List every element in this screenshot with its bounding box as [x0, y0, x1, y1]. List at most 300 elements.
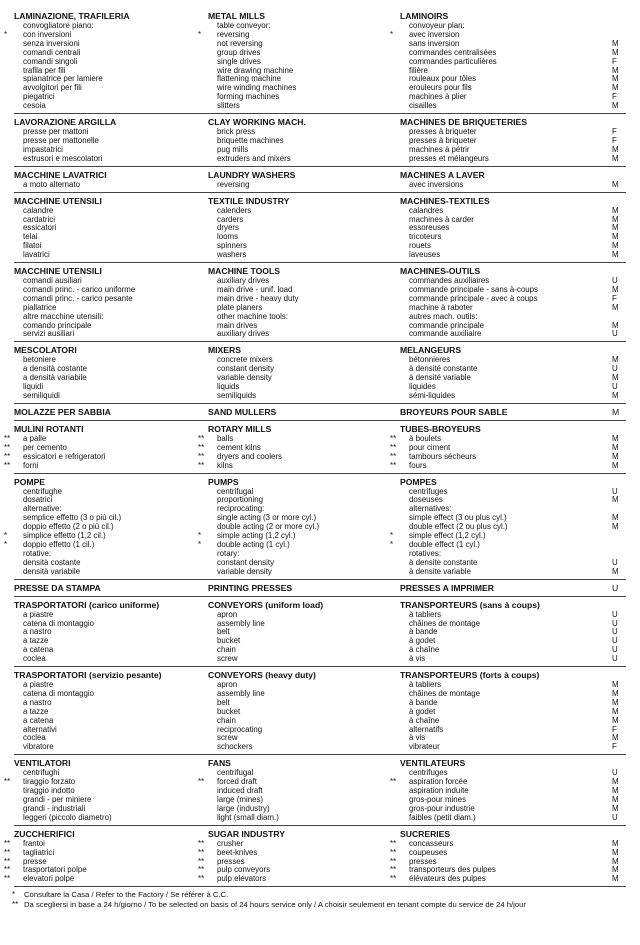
service-code: M: [612, 706, 619, 716]
list-item: [208, 743, 400, 752]
footnote-marker: *: [4, 531, 8, 541]
item-text: gros-pour mines: [409, 795, 467, 804]
column-code: [612, 407, 626, 418]
item-text: pour ciment: [409, 442, 451, 452]
item-text: presse per mattonelle: [23, 135, 99, 145]
item-text: presses: [409, 856, 437, 866]
column-code: [612, 670, 626, 752]
item-text: not reversing: [217, 38, 263, 48]
item-text: carders: [217, 214, 244, 224]
footnote-marker: *: [198, 539, 202, 549]
item-text: cement kilns: [217, 442, 261, 452]
item-text: calandre: [23, 205, 54, 215]
table-section: [14, 667, 626, 755]
item-text: kilns: [217, 460, 233, 470]
service-code: M: [612, 47, 619, 57]
list-item: [14, 568, 208, 577]
item-text: variable density: [217, 566, 272, 576]
footnote-marker: **: [4, 865, 11, 875]
item-text: rotatives:: [409, 548, 442, 558]
list-item: [400, 743, 612, 752]
item-text: bucket: [217, 636, 241, 646]
section-heading: MESCOLATORI: [14, 345, 77, 356]
item-text: balls: [217, 433, 234, 443]
item-text: alternatifs: [409, 724, 444, 734]
item-text: dryers: [217, 223, 239, 233]
list-item: [14, 251, 208, 260]
item-text: presses à briqueter: [409, 135, 477, 145]
column-code: [612, 170, 626, 190]
footnote-marker: **: [4, 856, 11, 866]
service-code: M: [612, 795, 619, 804]
item-text: catena di montaggio: [23, 618, 95, 628]
footnote-text: Da scegliersi in base a 24 h/giorno / To be selected on basis of 24 hours service only / A choisir seulement en tenant compte du service de 24 h/jour: [24, 899, 526, 909]
service-code: U: [612, 276, 618, 286]
item-text: densità variabile: [23, 566, 81, 576]
column-code: [612, 583, 626, 594]
section-heading: TEXTILE INDUSTRY: [208, 195, 290, 206]
service-code: F: [612, 127, 617, 137]
item-text: avec inversion: [409, 29, 460, 39]
item-text: assembly line: [217, 688, 265, 698]
item-text: lavatrici: [23, 250, 50, 260]
item-text: aspiration forcée: [409, 777, 468, 787]
service-code: M: [612, 214, 619, 224]
item-text: a tazze: [23, 706, 49, 716]
table-section: [4, 8, 626, 114]
item-text: faibles (petit diam.): [409, 812, 476, 822]
service-code: M: [612, 179, 619, 189]
section-heading: POMPES: [400, 476, 437, 487]
list-item: [208, 102, 400, 111]
column-fr: [400, 345, 612, 401]
footnote-marker: *: [4, 29, 8, 39]
section-heading: ZUCCHERIFICI: [14, 828, 75, 839]
list-item: [198, 451, 400, 462]
service-code: F: [612, 135, 617, 145]
footnote-marker: **: [4, 451, 11, 461]
column-it: [14, 670, 208, 752]
item-text: proportioning: [217, 495, 264, 505]
item-text: betoniere: [23, 355, 56, 365]
item-text: simple effect (1,2 cyl.): [409, 531, 486, 541]
footnote-marker: **: [390, 442, 397, 452]
table-section: [14, 263, 626, 342]
item-text: altre macchine utensili:: [23, 311, 104, 321]
table-section: [4, 474, 626, 580]
section-heading: CONVEYORS (heavy duty): [208, 670, 316, 681]
column-en: [198, 423, 400, 471]
service-code: M: [612, 153, 619, 163]
list-item: [400, 568, 612, 577]
item-text: filière: [409, 65, 428, 75]
column-en: [198, 828, 400, 885]
item-text: induced draft: [217, 786, 263, 796]
item-text: pulp conveyors: [217, 865, 271, 875]
service-code: U: [612, 627, 618, 637]
list-item: [208, 690, 400, 699]
item-text: vibratore: [23, 742, 54, 752]
item-text: à densite constante: [409, 557, 478, 567]
service-code: M: [612, 391, 619, 400]
item-text: constant density: [217, 364, 275, 374]
item-text: à densite variable: [409, 566, 471, 576]
item-text: a catena: [23, 645, 54, 655]
list-item: [14, 155, 208, 164]
item-text: variable density: [217, 373, 272, 383]
item-text: frantoi: [23, 838, 45, 848]
list-item: [400, 155, 612, 164]
list-item: [4, 451, 208, 462]
item-text: à vis: [409, 733, 426, 743]
item-text: double effect (2 ou plus cyl.): [409, 522, 508, 532]
item-text: presses et mélangeurs: [409, 153, 489, 163]
footnote-marker: **: [198, 442, 205, 452]
service-code: M: [612, 74, 619, 84]
column-fr: [400, 407, 612, 418]
service-code: U: [612, 486, 618, 496]
item-text: a nastro: [23, 697, 52, 707]
item-text: a catena: [23, 715, 54, 725]
item-text: bétonnieres: [409, 355, 451, 365]
list-item: [400, 102, 612, 111]
footnote-marker: **: [4, 433, 11, 443]
footnote-marker: **: [390, 874, 397, 884]
list-item: [208, 155, 400, 164]
table-section: [14, 342, 626, 404]
service-code: F: [612, 742, 617, 752]
list-item: [208, 620, 400, 629]
item-text: comandi singoli: [23, 56, 78, 66]
item-text: tagliatrici: [23, 847, 55, 857]
item-text: vibrateur: [409, 742, 440, 752]
item-text: single acting (3 or more cyl.): [217, 513, 317, 523]
section-heading: MACHINE TOOLS: [208, 266, 280, 277]
column-it: [14, 345, 208, 401]
footnote-marker: *: [198, 531, 202, 541]
list-item: [400, 646, 612, 655]
item-text: schockers: [217, 742, 253, 752]
column-fr: [400, 117, 612, 164]
footnote-marker: **: [390, 838, 397, 848]
item-text: centrifuges: [409, 768, 448, 778]
item-text: trafila per fili: [23, 65, 66, 75]
item-text: main drive - heavy duty: [217, 293, 299, 303]
item-text: concasseurs: [409, 838, 454, 848]
item-text: looms: [217, 232, 239, 242]
table-section: [14, 404, 626, 421]
item-text: estrusori e mescolatori: [23, 153, 103, 163]
item-text: tambours sécheurs: [409, 451, 477, 461]
item-text: apron: [217, 609, 238, 619]
item-text: simple acting (1,2 cyl.): [217, 531, 296, 541]
service-code: U: [612, 382, 618, 392]
list-item: [400, 58, 612, 67]
column-it: [4, 758, 208, 822]
list-item: [208, 655, 400, 664]
item-text: a palle: [23, 433, 47, 443]
table-section: [14, 580, 626, 597]
item-text: simplice effetto (1,2 cil.): [23, 531, 106, 541]
column-fr: [400, 170, 612, 190]
section-heading: MELANGEURS: [400, 345, 462, 356]
item-text: per cemento: [23, 442, 67, 452]
item-text: à tabliers: [409, 609, 442, 619]
service-code: M: [612, 320, 619, 330]
item-text: rotative:: [23, 548, 52, 558]
service-code: M: [612, 786, 619, 796]
column-fr: [390, 476, 612, 577]
item-text: pug mills: [217, 144, 249, 154]
footnote-marker: *: [4, 539, 8, 549]
list-item: [14, 814, 208, 823]
item-text: alternative:: [23, 504, 62, 514]
list-item: [208, 637, 400, 646]
item-text: à bande: [409, 697, 438, 707]
item-text: densità costante: [23, 557, 81, 567]
item-text: semiliquids: [217, 391, 257, 400]
service-code: M: [612, 697, 619, 707]
footnote-marker: **: [390, 433, 397, 443]
section-heading: METAL MILLS: [208, 11, 265, 21]
section-heading: MACCHINE UTENSILI: [14, 195, 102, 206]
item-text: liquids: [217, 382, 240, 392]
column-code: [612, 600, 626, 664]
footnote-marker: **: [198, 856, 205, 866]
footnote-marker: **: [390, 777, 397, 787]
section-heading: POMPE: [14, 476, 46, 487]
item-text: liquidi: [23, 382, 44, 392]
footnote-marker: **: [390, 847, 397, 857]
item-text: briquette machines: [217, 135, 284, 145]
footnote-marker: **: [4, 847, 11, 857]
column-code: [612, 758, 626, 822]
list-item: [14, 743, 208, 752]
section-heading: MIXERS: [208, 345, 241, 356]
section-heading: SAND MULLERS: [208, 406, 277, 417]
item-text: à godet: [409, 706, 436, 716]
service-code: M: [612, 38, 619, 48]
column-fr: [400, 266, 612, 339]
item-text: essicatori e refrigeratori: [23, 451, 106, 461]
footnote-marker: **: [4, 838, 11, 848]
service-code: [612, 532, 626, 541]
item-text: forced draft: [217, 777, 257, 787]
list-item: [14, 102, 208, 111]
service-code: M: [612, 442, 619, 452]
item-text: commande auxiliaire: [409, 329, 482, 339]
service-code: M: [612, 715, 619, 725]
item-text: dosatrici: [23, 495, 53, 505]
item-text: slitters: [217, 101, 240, 111]
column-en: [198, 11, 400, 111]
list-item: [400, 814, 612, 823]
item-text: essoreuses: [409, 223, 450, 233]
footnote-marker: **: [198, 874, 205, 884]
item-text: grandi - industriali: [23, 803, 86, 813]
service-code: M: [612, 460, 619, 470]
footnotes: [14, 887, 626, 909]
item-text: machines à carder: [409, 214, 474, 224]
list-item: [4, 460, 208, 471]
section-heading: MULINI ROTANTI: [14, 423, 84, 434]
item-text: a densità variabile: [23, 373, 87, 383]
item-text: cesoia: [23, 101, 46, 111]
item-text: forming machines: [217, 92, 280, 102]
footnote: [14, 900, 626, 910]
item-text: other machine tools:: [217, 311, 289, 321]
footnote-marker: *: [390, 539, 394, 549]
item-text: constant density: [217, 557, 275, 567]
item-text: aspiration induite: [409, 786, 469, 796]
service-code: M: [612, 777, 619, 787]
item-text: presses à briqueter: [409, 127, 477, 137]
section-heading: CLAY WORKING MACH.: [208, 117, 306, 128]
service-code: M: [612, 144, 619, 154]
footnote-marker: **: [198, 777, 205, 787]
item-text: transporteurs des pulpes: [409, 865, 496, 875]
section-heading: TRASPORTATORI (servizio pesante): [14, 670, 162, 681]
list-item: [208, 568, 400, 577]
service-code: M: [612, 302, 619, 312]
item-text: trasportatori polpe: [23, 865, 87, 875]
item-text: auxiliary drives: [217, 329, 270, 339]
column-it: [14, 600, 208, 664]
service-code: M: [612, 566, 619, 576]
column-it: [14, 170, 208, 190]
column-en: [208, 117, 400, 164]
item-text: piallatrice: [23, 302, 57, 312]
column-fr: [400, 583, 612, 594]
item-text: avvolgitori per fili: [23, 83, 82, 93]
item-text: double acting (1 cyl.): [217, 539, 290, 549]
footnote-marker: **: [198, 433, 205, 443]
section-heading: PUMPS: [208, 476, 239, 487]
item-text: large (mines): [217, 795, 264, 804]
column-en: [208, 407, 400, 418]
item-text: auxiliary drives: [217, 276, 270, 286]
service-code: U: [612, 609, 618, 619]
list-item: [14, 181, 208, 190]
table-section: [14, 167, 626, 193]
column-fr: [390, 423, 612, 471]
item-text: presse per mattoni: [23, 127, 89, 137]
column-code: [612, 345, 626, 401]
item-text: semplice effetto (3 o più cil.): [23, 513, 122, 523]
item-text: commande principale - avec à coups: [409, 293, 538, 303]
item-text: reversing: [217, 29, 250, 39]
service-code: M: [612, 232, 619, 242]
item-text: a moto alternato: [23, 179, 81, 189]
column-en: [198, 476, 400, 577]
section-heading: MACHINES DE BRIQUETERIES: [400, 117, 528, 128]
item-text: senza inversioni: [23, 38, 80, 48]
table-section: [4, 755, 626, 825]
column-fr: [390, 758, 612, 822]
item-text: châines de montage: [409, 688, 481, 698]
item-text: assembly line: [217, 618, 265, 628]
footnote-marker: **: [198, 847, 205, 857]
item-text: coupeuses: [409, 847, 448, 857]
column-fr: [390, 11, 612, 111]
service-code: U: [612, 557, 618, 567]
item-text: leggeri (piccolo diametro): [23, 812, 112, 822]
item-text: telai: [23, 232, 38, 242]
item-text: tiraggio forzato: [23, 777, 76, 787]
list-item: [208, 181, 400, 190]
item-text: single drives: [217, 56, 261, 66]
item-text: alternatives:: [409, 504, 452, 514]
service-code: M: [612, 874, 619, 884]
item-text: wire winding machines: [217, 83, 297, 93]
column-en: [208, 196, 400, 260]
item-text: calandres: [409, 205, 444, 215]
item-text: commandes particulières: [409, 56, 497, 66]
item-text: group drives: [217, 47, 261, 57]
list-item: [400, 655, 612, 664]
column-code: [612, 829, 626, 885]
item-text: filatoi: [23, 241, 42, 251]
item-text: cisailles: [409, 101, 437, 111]
service-code: M: [612, 101, 619, 111]
service-code: F: [612, 293, 617, 303]
service-code: [612, 541, 626, 550]
item-text: à densité constante: [409, 364, 478, 374]
column-it: [4, 423, 208, 471]
column-en: [208, 670, 400, 752]
column-en: [208, 345, 400, 401]
item-text: tiraggio indotto: [23, 786, 75, 796]
item-text: a piastre: [23, 609, 54, 619]
item-text: à godet: [409, 636, 436, 646]
item-text: élévateurs des pulpes: [409, 874, 486, 884]
item-text: chain: [217, 645, 236, 655]
item-text: dryers and coolers: [217, 451, 282, 461]
item-text: à vis: [409, 654, 426, 664]
table-section: [4, 421, 626, 474]
section-heading: LAVORAZIONE ARGILLA: [14, 117, 117, 128]
item-text: beet-knives: [217, 847, 258, 857]
list-item: [208, 330, 400, 339]
service-code: U: [612, 654, 618, 664]
section-heading: MACCHINE LAVATRICI: [14, 169, 107, 180]
item-text: centrifughi: [23, 768, 60, 778]
service-code: F: [612, 56, 617, 66]
list-item: [400, 233, 612, 242]
item-text: belt: [217, 697, 230, 707]
column-it: [4, 476, 208, 577]
service-code: M: [612, 433, 619, 443]
service-code: M: [612, 688, 619, 698]
section-heading: BROYEURS POUR SABLE: [400, 406, 508, 417]
item-text: doppio effetto (2 o più cil.): [23, 522, 114, 532]
item-text: convoyeur plan:: [409, 21, 465, 30]
item-text: à bande: [409, 627, 438, 637]
item-text: piegatrici: [23, 92, 55, 102]
item-text: comando principale: [23, 320, 92, 330]
service-code: M: [612, 838, 619, 848]
item-text: grandi - per miniere: [23, 795, 92, 804]
item-text: machines à pétrir: [409, 144, 470, 154]
service-code: U: [612, 768, 618, 778]
service-code: U: [612, 618, 618, 628]
service-code: M: [612, 355, 619, 365]
list-item: [14, 233, 208, 242]
section-heading: LAMINAZIONE, TRAFILERIA: [14, 11, 130, 21]
service-factor-table: [4, 0, 626, 887]
section-heading: MACHINES A LAVER: [400, 169, 485, 180]
service-code: M: [612, 241, 619, 251]
